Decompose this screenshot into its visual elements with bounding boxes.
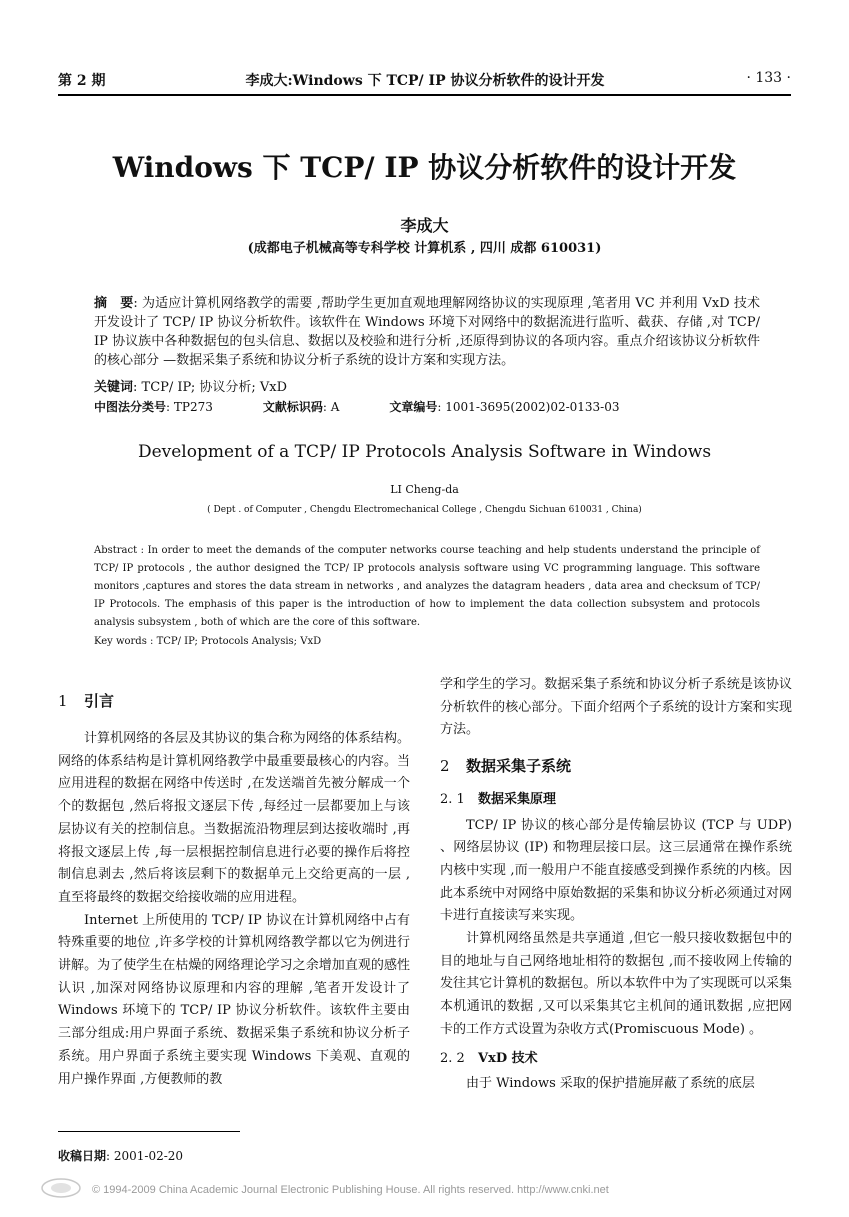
right-column-body [440,674,792,1096]
clc-label: 中图法分类号 [94,400,167,414]
article-id-value: : 1001-3695(2002)02-0133-03 [437,400,620,414]
author-affiliation-en: ( Dept . of Computer , Chengdu Electromechanical College , Chengdu Sichuan 610031 , China) [207,505,642,515]
keywords-en [94,636,760,647]
subsection-2-2-number: 2. 2 [440,1050,465,1066]
classification-row [94,398,760,415]
subsection-2-1-title: 数据采集原理 [478,791,557,807]
paper-title-en: Development of a TCP/ IP Protocols Analysis Software in Windows [137,442,712,462]
keywords-cn-text: : TCP/ IP; 协议分析; VxD [133,380,287,395]
subsection-2-1-heading [440,789,792,812]
received-date-value: : 2001-02-20 [106,1149,184,1163]
keywords-en-text: TCP/ IP; Protocols Analysis; VxD [153,636,322,647]
keywords-cn-label: 关键词 [94,380,134,395]
abstract-en [94,542,760,632]
section-1-title: 引言 [84,692,115,710]
copyright-notice: © 1994-2009 China Academic Journal Electronic Publishing House. All rights reserved. http://www.cnki.net [92,1184,609,1196]
received-date-label: 收稿日期 [58,1149,107,1163]
abstract-en-text: In order to meet the demands of the computer networks course teaching and help students understand the principle of TCP/ IP protocols , the author designed the TCP/ IP protocols analysis software using VC programming language. This software monitors ,captures and stores the data stream in networks , and analyzes the datagram headers , data area and checksum of TCP/ IP Protocols. The emphasis of this paper is the introduction of how to implement the data collection subsystem and protocols analysis subsystem , both of which are the core of this software. [94,545,761,628]
header-rule [58,94,791,96]
subsection-2-2-heading [440,1048,792,1071]
intro-paragraph-1: 计算机网络的各层及其协议的集合称为网络的体系结构。网络的体系结构是计算机网络教学中最重要最核心的内容。当应用进程的数据在网络中传送时 ,在发送端首先被分解成一个个的数据包 ,然后将报文逐层下传 ,每经过一层都要加上与该层协议有关的控制信息。当数据流沿物理层到达接收端时 ,再将报文逐层上传 ,每一层根据控制信息进行必要的操作后将控制信息剥去 ,然后将该层剩下的数据单元上交给更高的一层 ,直至将最终的数据交给接收端的应用进程。 [58,731,410,905]
section-2-2-paragraph-1: 由于 Windows 采取的保护措施屏蔽了系统的底层 [466,1076,755,1092]
abstract-en-label: Abstract : [94,545,145,556]
section-2-number: 2 [440,757,450,776]
page-number: · 133 · [746,70,791,86]
author-affiliation: (成都电子机械高等专科学校 计算机系 , 四川 成都 610031) [247,241,602,256]
received-date [58,1147,183,1164]
section-2-heading [440,755,792,778]
abstract-cn [94,294,760,370]
intro-continuation: 学和学生的学习。数据采集子系统和协议分析子系统是该协议分析软件的核心部分。下面介绍两个子系统的设计方案和实现方法。 [440,677,792,738]
left-column-body [58,728,410,1091]
abstract-cn-label: 摘 要 [94,296,134,311]
section-2-title: 数据采集子系统 [466,757,572,776]
running-title: 李成大:Windows 下 TCP/ IP 协议分析软件的设计开发 [245,73,605,89]
author-name: 李成大 [400,216,449,235]
section-2-1-paragraph-1: TCP/ IP 协议的核心部分是传输层协议 (TCP 与 UDP) 、网络层协议 (IP) 和物理层接口层。这三层通常在操作系统内核中实现 ,而一般用户不能直接感受到操作系统的内核。因此本系统中对网络中原始数据的采集和协议分析必须通过对网卡进行直接读写来实现。 [440,817,792,924]
subsection-2-1-number: 2. 1 [440,791,465,807]
doc-code-value: : A [322,400,340,414]
keywords-cn [94,376,760,395]
section-1-heading [58,690,114,711]
subsection-2-2-title: VxD 技术 [478,1050,538,1066]
keywords-en-label: Key words : [94,636,154,647]
footnote-rule [58,1131,240,1132]
journal-issue: 第 2 期 [58,73,106,89]
paper-title: Windows 下 TCP/ IP 协议分析软件的设计开发 [112,151,737,184]
section-2-1-paragraph-2: 计算机网络虽然是共享通道 ,但它一般只接收数据包中的目的地址与自己网络地址相符的数据包 ,而不接收网上传输的发往其它计算机的数据包。所以本软件中为了实现既可以采集本机通讯的数据 ,又可以采集其它主机间的通讯数据 ,应把网卡的工作方式设置为杂收方式(Promiscuous Mode) 。 [440,931,792,1037]
doc-code-label: 文献标识码 [262,400,323,414]
clc-value: : TP273 [166,400,213,414]
article-id-label: 文章编号 [389,400,438,414]
abstract-cn-text: : 为适应计算机网络教学的需要 ,帮助学生更加直观地理解网络协议的实现原理 ,笔者用 VC 并利用 VxD 技术开发设计了 TCP/ IP 协议分析软件。该软件在 Windows 环境下对网络中的数据流进行监听、截获、存储 ,对 TCP/ IP 协议族中各种数据包的包头信息、数据以及校验和进行分析 ,还原得到协议的各项内容。重点介绍该协议分析软件的核心部分 —数据采集子系统和协议分析子系统的设计方案和实现方法。 [94,296,760,368]
cnki-logo-icon [40,1177,82,1199]
intro-paragraph-2: Internet 上所使用的 TCP/ IP 协议在计算机网络中占有特殊重要的地位 ,许多学校的计算机网络教学都以它为例进行讲解。为了使学生在枯燥的网络理论学习之余增加直观的感性认识 ,加深对网络协议原理和内容的理解 ,笔者开发设计了 Windows 环境下的 TCP/ IP 协议分析软件。该软件主要由三部分组成:用户界面子系统、数据采集子系统和协议分析子系统。用户界面子系统主要实现 Windows 下美观、直观的用户操作界面 ,方便教师的教 [58,912,410,1087]
author-name-en: LI Cheng-da [390,483,459,496]
section-1-number: 1 [58,692,68,710]
